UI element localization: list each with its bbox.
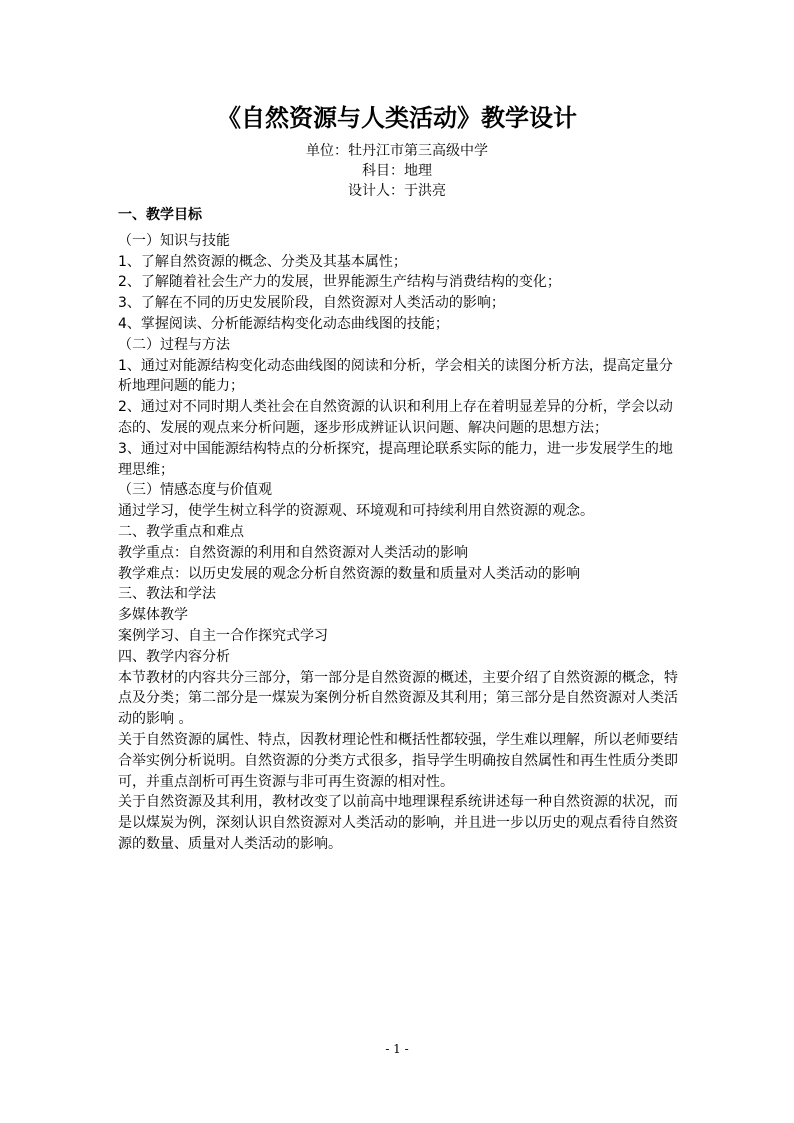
section-heading-content-analysis: 四、教学内容分析 [118,648,230,665]
document-body [118,205,678,855]
content-paragraph-3: 关于自然资源及其利用，教材改变了以前高中地理课程系统讲述每一种自然资源的状况，而是以煤炭为例，深刻认识自然资源对人类活动的影响，并且进一步以历史的观点看待自然资源的数量、质量对人类活动的影响。 [118,794,678,852]
process-item-1: 1、通过对能源结构变化动态曲线图的阅读和分析，学会相关的读图分析方法，提高定量分析地理问题的能力； [118,357,673,395]
unit-line: 单位：牡丹江市第三高级中学 [306,143,488,159]
key-point-text: 教学重点：自然资源的利用和自然资源对人类活动的影响 [118,544,468,561]
designer-line: 设计人：于洪亮 [348,183,446,199]
section-heading-methods: 三、教法和学法 [118,586,216,603]
subheading-knowledge: （一）知识与技能 [118,232,230,249]
section-heading-objectives: 一、教学目标 [118,207,202,223]
knowledge-item-3: 3、了解在不同的历史发展阶段，自然资源对人类活动的影响； [118,295,505,312]
section-heading-key-points: 二、教学重点和难点 [118,523,244,540]
knowledge-item-4: 4、掌握阅读、分析能源结构变化动态曲线图的技能； [118,315,449,332]
page-number: - 1 - [385,1042,409,1056]
subject-line: 科目：地理 [362,163,432,179]
subheading-process: （二）过程与方法 [118,336,230,353]
method-item-1: 多媒体教学 [118,607,188,624]
process-item-3: 3、通过对中国能源结构特点的分析探究，提高理论联系实际的能力，进一步发展学生的地理思维； [118,440,673,478]
content-paragraph-1: 本节教材的内容共分三部分，第一部分是自然资源的概述，主要介绍了自然资源的概念，特点及分类；第二部分是一煤炭为案例分析自然资源及其利用；第三部分是自然资源对人类活动的影响 。 [118,669,678,728]
content-paragraph-2: 关于自然资源的属性、特点，因教材理论性和概括性都较强，学生难以理解，所以老师要结合举实例分析说明。自然资源的分类方式很多，指导学生明确按自然属性和再生性质分类即可，并重点剖析可再生资源与非可再生资源的相对性。 [118,731,678,790]
document-title: 《自然资源与人类活动》教学设计 [217,103,577,132]
difficult-point-text: 教学难点：以历史发展的观念分析自然资源的数量和质量对人类活动的影响 [118,565,580,582]
knowledge-item-2: 2、了解随着社会生产力的发展，世界能源生产结构与消费结构的变化； [118,274,561,291]
attitude-text: 通过学习，使学生树立科学的资源观、环境观和可持续利用自然资源的观念。 [118,503,594,520]
method-item-2: 案例学习、自主一合作探究式学习 [118,627,328,644]
knowledge-item-1: 1、了解自然资源的概念、分类及其基本属性； [118,253,407,270]
process-item-2: 2、通过对不同时期人类社会在自然资源的认识和利用上存在着明显差异的分析，学会以动态的、发展的观点来分析问题，逐步形成辨证认识问题、解决问题的思想方法； [118,399,673,436]
subheading-attitude: （三）情感态度与价值观 [118,482,272,499]
